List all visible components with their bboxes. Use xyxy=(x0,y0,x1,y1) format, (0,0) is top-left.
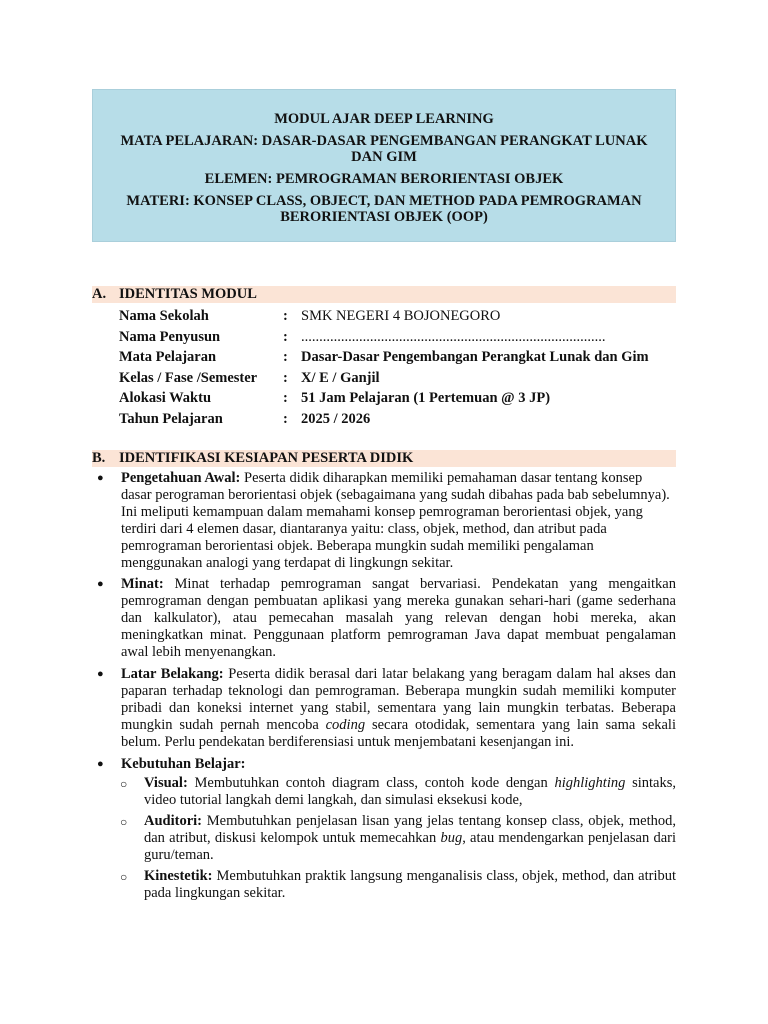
sub-item-visual xyxy=(120,775,676,809)
identity-value: SMK NEGERI 4 BOJONEGORO xyxy=(301,308,501,324)
identity-row-class xyxy=(119,368,679,389)
identity-label: Nama Penyusun xyxy=(119,328,221,345)
identity-colon: : xyxy=(283,390,288,406)
bullet-icon: ● xyxy=(97,757,104,770)
title-box xyxy=(92,89,676,242)
learning-needs-label: Kebutuhan Belajar: xyxy=(121,755,246,772)
list-item-interest xyxy=(97,576,676,661)
visual-italic-term: highlighting xyxy=(554,775,626,792)
identity-colon: : xyxy=(283,308,288,324)
identity-colon: : xyxy=(283,410,288,427)
auditory-paragraph xyxy=(144,813,676,864)
identity-value: X/ E / Ganjil xyxy=(301,369,380,386)
title-line-2: MATA PELAJARAN: DASAR-DASAR PENGEMBANGAN PERANGKAT LUNAK DAN GIM xyxy=(120,133,648,165)
section-a-header xyxy=(92,286,676,303)
list-item-learning-needs xyxy=(97,755,676,902)
visual-paragraph xyxy=(144,775,676,809)
auditory-label: Auditori: xyxy=(144,813,202,830)
sub-bullet-icon: ○ xyxy=(120,815,128,830)
identity-table xyxy=(119,306,679,429)
section-b-title: IDENTIFIKASI KESIAPAN PESERTA DIDIK xyxy=(119,450,414,466)
bullet-icon: ● xyxy=(97,667,104,680)
learning-needs-heading xyxy=(121,756,676,773)
bullet-icon: ● xyxy=(97,578,104,591)
identity-colon: : xyxy=(283,349,288,365)
background-text-part-1: Peserta didik berasal dari latar belakang yang beragam dalam hal akses dan paparan terhadap teknologi dan pemrograman. Beberapa mungkin sudah memiliki komputer pribadi dan koneksi internet yang stabil, sementara yang lain mungkin terbatas. Beberapa mungkin sudah pernah mencoba xyxy=(121,665,676,733)
identity-value: 51 Jam Pelajaran (1 Pertemuan @ 3 JP) xyxy=(301,390,551,406)
prior-knowledge-text: Peserta didik diharapkan memiliki pemahaman dasar tentang konsep dasar perograman berorientasi objek (sebagaimana yang sudah dibahas pada bab sebelumnya). Ini meliputi kemampuan dalam memahami konsep pemrograman berorientasi objek, yang terdiri dari 4 elemen dasar, diantaranya yaitu: class, objek, method, dan atribut pada pemrograman berorientasi objek. Beberapa mungkin sudah memiliki pengalaman menggunakan analogi yang terdapat di lingkungn sekitar. xyxy=(121,470,670,571)
prior-knowledge-label: Pengetahuan Awal: xyxy=(121,470,241,486)
identity-row-author xyxy=(119,327,679,348)
sub-bullet-icon: ○ xyxy=(120,869,128,884)
identity-colon: : xyxy=(283,369,288,386)
kinesthetic-paragraph xyxy=(144,868,676,902)
identity-row-subject xyxy=(119,347,679,368)
title-line-4: MATERI: KONSEP CLASS, OBJECT, DAN METHOD PADA PEMROGRAMAN BERORIENTASI OBJEK (OOP) xyxy=(126,193,642,225)
visual-text-part-1: Membutuhkan contoh diagram class, contoh kode dengan xyxy=(187,775,555,792)
bullet-icon: ● xyxy=(97,472,104,484)
auditory-text-part-2: , atau mendengarkan penjelasan dari guru/teman. xyxy=(144,830,676,864)
identity-row-school xyxy=(119,306,679,327)
auditory-italic-term: bug xyxy=(440,830,463,847)
prior-knowledge-paragraph xyxy=(121,470,676,571)
section-a-title: IDENTITAS MODUL xyxy=(119,286,257,302)
background-italic-term: coding xyxy=(325,716,366,733)
section-b-header xyxy=(92,450,676,467)
interest-text: Minat terhadap pemrograman sangat bervariasi. Pendekatan yang mengaitkan pemrograman dengan pembuatan aplikasi yang mereka gunakan sehari-hari (game sederhana dan kalkulator), atau pemecahan masalah yang relevan dengan hobi mereka, akan meningkatkan minat. Penggunaan platform pemrograman Java dapat membuat pengalaman awal lebih menyenangkan. xyxy=(121,576,676,661)
identity-value: 2025 / 2026 xyxy=(301,410,371,427)
identity-value: Dasar-Dasar Pengembangan Perangkat Lunak dan Gim xyxy=(301,349,649,365)
readiness-list xyxy=(97,470,676,907)
background-paragraph xyxy=(121,666,676,751)
interest-label: Minat: xyxy=(121,576,164,593)
identity-row-year xyxy=(119,409,679,430)
visual-text-part-2: sintaks, video tutorial langkah demi langkah, dan simulasi eksekusi kode, xyxy=(144,775,676,809)
sub-item-kinesthetic xyxy=(120,867,676,902)
identity-label: Kelas / Fase /Semester xyxy=(119,369,258,386)
identity-label: Nama Sekolah xyxy=(119,308,209,324)
sub-item-auditory xyxy=(120,813,676,864)
interest-paragraph xyxy=(121,576,676,661)
kinesthetic-label: Kinestetik: xyxy=(144,867,213,884)
identity-label: Mata Pelajaran xyxy=(119,349,217,365)
identity-value: .................................................................................... xyxy=(301,328,606,345)
visual-label: Visual: xyxy=(144,775,188,792)
kinesthetic-text: Membutuhkan praktik langsung menganalisis class, objek, method, dan atribut pada lingkungan sekitar. xyxy=(144,867,676,901)
title-line-1: MODUL AJAR DEEP LEARNING xyxy=(274,111,494,127)
title-line-3: ELEMEN: PEMROGRAMAN BERORIENTASI OBJEK xyxy=(204,171,564,187)
auditory-text-part-1: Membutuhkan penjelasan lisan yang jelas tentang konsep class, objek, method, dan atribut, diskusi kelompok untuk memecahkan xyxy=(144,813,676,847)
section-b-letter: B. xyxy=(92,450,106,466)
sub-bullet-icon: ○ xyxy=(120,777,128,792)
identity-label: Alokasi Waktu xyxy=(119,390,212,406)
section-a-letter: A. xyxy=(92,286,107,302)
background-text-part-2: secara otodidak, sementara yang lain sama sekali belum. Perlu pendekatan berdiferensiasi untuk menjembatani kesenjangan ini. xyxy=(121,716,676,750)
list-item-prior-knowledge xyxy=(97,470,676,571)
identity-row-time xyxy=(119,388,679,409)
list-item-background xyxy=(97,665,676,751)
background-label: Latar Belakang: xyxy=(121,665,224,682)
identity-label: Tahun Pelajaran xyxy=(119,410,223,427)
identity-colon: : xyxy=(283,328,288,345)
